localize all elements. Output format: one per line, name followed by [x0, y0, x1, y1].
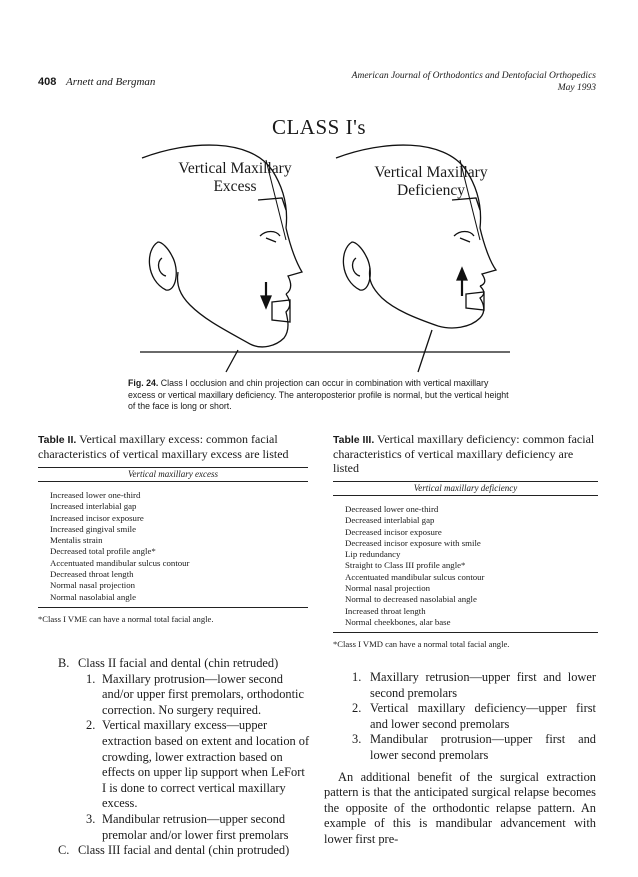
table-2 — [38, 432, 308, 624]
list-number: 1. — [352, 670, 362, 684]
outline-text: Class II facial and dental (chin retruded) — [78, 656, 279, 670]
list-item — [338, 670, 596, 701]
table-row: Decreased throat length — [50, 569, 134, 580]
list-text: Maxillary retrusion—upper first and lower second premolars — [370, 670, 596, 700]
table-row: Increased gingival smile — [50, 523, 136, 534]
table-2-footnote: *Class I VME can have a normal total facial angle. — [38, 613, 214, 624]
table-row: Normal to decreased nasolabial angle — [345, 594, 477, 605]
table-row: Normal nasolabial angle — [50, 591, 136, 602]
table-row: Accentuated mandibular sulcus contour — [50, 557, 190, 568]
list-number: 1. — [86, 671, 96, 686]
right-label-line-1: Vertical Maxillary — [374, 164, 488, 181]
caption-label: Fig. 24. — [128, 378, 159, 388]
table-3-caption: Vertical maxillary deficiency: common facial characteristics of vertical maxillary deficiency are listed — [333, 432, 595, 475]
table-3-footnote: *Class I VMD can have a normal total facial angle. — [333, 639, 510, 650]
journal-date: May 1993 — [557, 83, 596, 93]
table-row: Normal cheekbones, alar base — [345, 616, 451, 627]
running-authors: Arnett and Bergman — [66, 76, 156, 88]
table-row: Decreased lower one-third — [345, 504, 439, 514]
table-row: Increased interlabial gap — [50, 501, 137, 512]
table-3-title — [333, 432, 598, 475]
table-row: Increased lower one-third — [50, 490, 141, 500]
list-text: Maxillary protrusion—lower second and/or upper first premolars, orthodontic correction. No surgery required. — [102, 671, 304, 717]
table-row: Decreased incisor exposure with smile — [345, 537, 481, 548]
table-row: Normal nasal projection — [345, 583, 431, 594]
table-row: Increased throat length — [345, 605, 426, 616]
page-number: 408 — [38, 76, 57, 88]
figure-caption — [128, 378, 514, 413]
table-3-header: Vertical maxillary deficiency — [333, 481, 598, 496]
table-3 — [333, 432, 598, 649]
figure-title: CLASS I's — [271, 115, 367, 139]
table-row: Accentuated mandibular sulcus contour — [345, 571, 485, 582]
outline-text: Class III facial and dental (chin protruded) — [78, 843, 290, 858]
right-face-label — [356, 164, 506, 200]
list-item — [338, 701, 596, 732]
body-paragraph: An additional benefit of the surgical extraction pattern is that the anticipated surgical relapse becomes the opposite of the orthodontic relapse pattern. An example of this is mandibular advancement with lower first pre- — [324, 769, 596, 846]
list-item — [338, 732, 596, 763]
table-row: Mentalis strain — [50, 535, 103, 546]
table-row: Decreased incisor exposure — [345, 526, 442, 537]
table-2-label: Table II. — [38, 434, 77, 446]
list-text: Mandibular protrusion—upper first and lower second premolars — [370, 732, 596, 762]
table-2-header: Vertical maxillary excess — [38, 467, 308, 482]
table-row: Lip redundancy — [345, 549, 401, 560]
outline-item-c — [58, 843, 310, 859]
list-text: Vertical maxillary excess—upper extraction based on extent and location of crowding, lower extraction based on effects on upper lip support when LeFort I is done to correct vertical maxillary excess. — [102, 718, 310, 811]
table-3-label: Table III. — [333, 434, 375, 446]
list-item — [58, 718, 310, 812]
right-column-text — [324, 670, 596, 848]
table-row: Increased incisor exposure — [50, 512, 144, 523]
list-item — [58, 812, 310, 843]
table-2-body — [38, 482, 308, 608]
figure-illustration — [0, 0, 638, 380]
table-2-title — [38, 432, 308, 461]
list-item — [58, 672, 310, 719]
list-number: 2. — [352, 701, 362, 716]
left-label-line-2: Excess — [213, 178, 257, 195]
journal-name: American Journal of Orthodontics and Dentofacial Orthopedics — [351, 71, 596, 81]
outline-item-b — [58, 656, 310, 672]
table-row: Normal nasal projection — [50, 580, 136, 591]
list-number: 3. — [352, 732, 362, 747]
table-row: Straight to Class III profile angle* — [345, 560, 466, 571]
table-row: Decreased total profile angle* — [50, 546, 156, 557]
left-face-label — [160, 160, 310, 196]
table-3-body — [333, 496, 598, 633]
list-text: Mandibular retrusion—upper second premolar and/or lower first premolars — [102, 811, 289, 842]
list-number: 2. — [86, 718, 96, 733]
outline-marker: C. — [58, 843, 70, 858]
list-text: Vertical maxillary deficiency—upper first and lower second premolars — [370, 701, 596, 731]
right-label-line-2: Deficiency — [397, 182, 465, 199]
table-row: Decreased interlabial gap — [345, 515, 435, 526]
left-label-line-1: Vertical Maxillary — [178, 160, 292, 177]
outline-marker: B. — [58, 656, 70, 670]
left-column-text — [58, 656, 310, 859]
list-number: 3. — [86, 811, 96, 826]
caption-text: Class I occlusion and chin projection can occur in combination with vertical maxillary excess or vertical maxillary deficiency. The anteroposterior profile is normal, but the vertical height of the face is long or short. — [128, 378, 509, 411]
table-2-caption: Vertical maxillary excess: common facial characteristics of vertical maxillary excess are listed — [38, 432, 289, 461]
